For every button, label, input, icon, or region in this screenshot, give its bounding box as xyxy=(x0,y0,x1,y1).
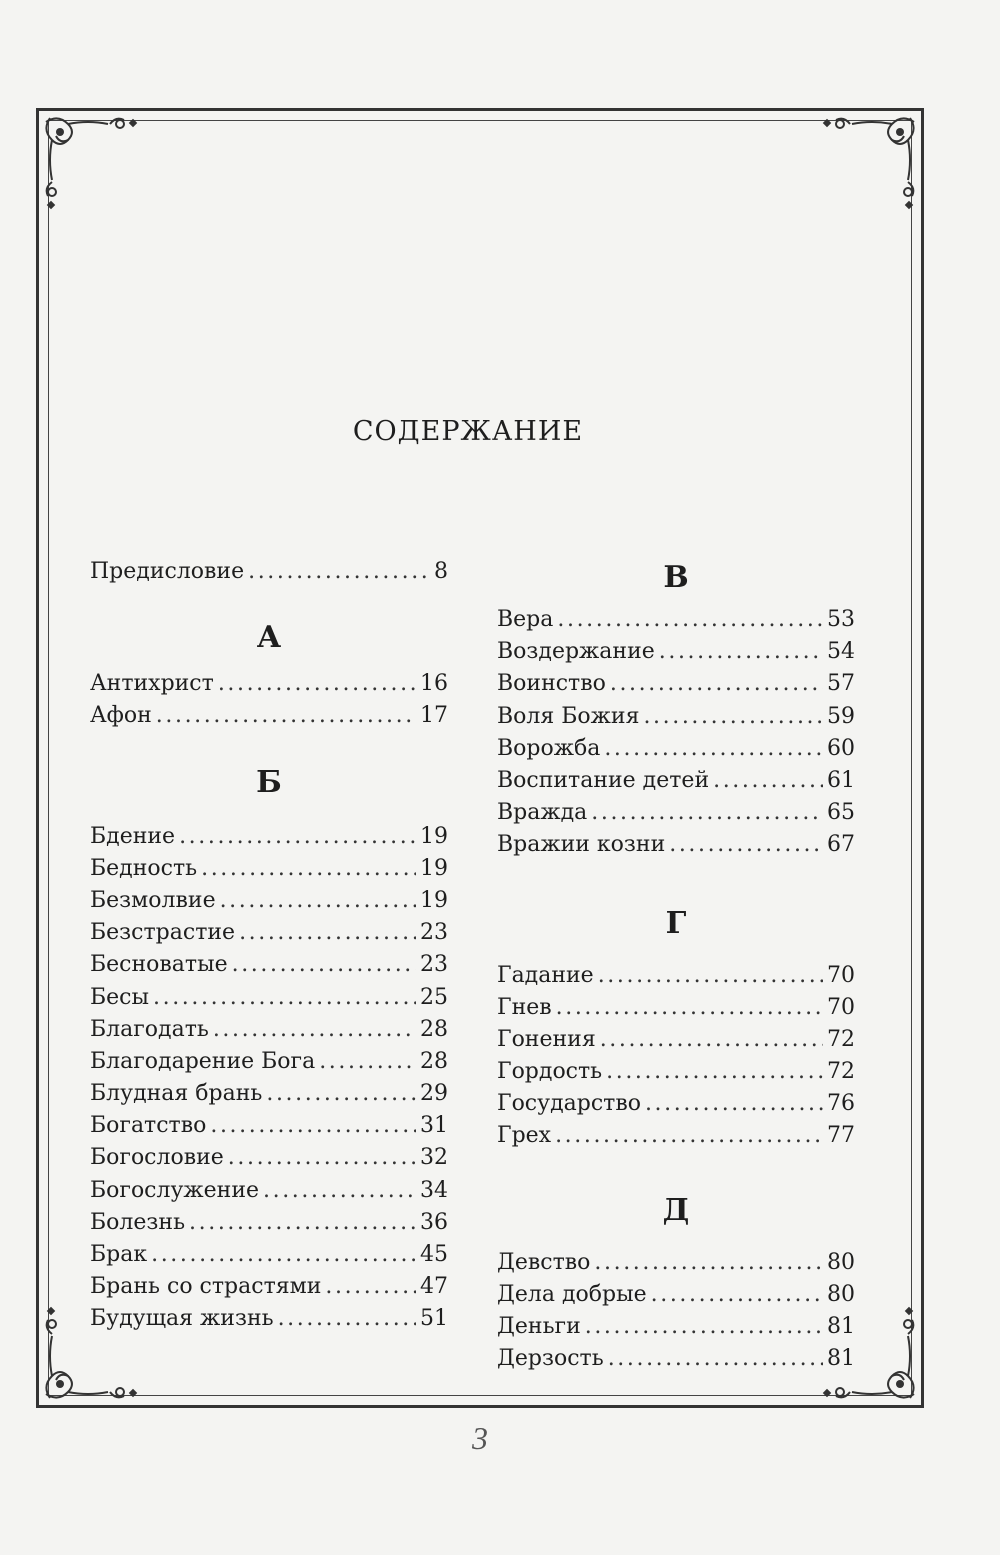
toc-entry-label: Воспитание детей xyxy=(497,767,710,793)
toc-entry-page: 28 xyxy=(420,1016,448,1042)
toc-entry-page: 80 xyxy=(827,1249,855,1275)
section-letter: Г xyxy=(665,905,687,941)
leader-dots xyxy=(606,1056,823,1088)
leader-dots xyxy=(556,992,823,1024)
page-title: СОДЕРЖАНИЕ xyxy=(352,416,584,447)
toc-entry[interactable] xyxy=(497,668,855,700)
toc-entry-page: 8 xyxy=(434,559,448,584)
leader-dots xyxy=(156,700,416,732)
toc-entry[interactable] xyxy=(497,1088,855,1120)
leader-dots xyxy=(278,1303,416,1335)
toc-entry-label: Гадание xyxy=(497,962,594,988)
section-letter: Б xyxy=(256,764,282,800)
toc-entry-label: Предисловие xyxy=(90,559,245,584)
toc-entry-page: 23 xyxy=(420,952,448,978)
leader-dots xyxy=(610,668,823,700)
toc-entry[interactable] xyxy=(90,821,448,853)
toc-entry-page: 47 xyxy=(420,1274,448,1300)
leader-dots xyxy=(239,917,416,949)
toc-entry[interactable] xyxy=(497,604,855,636)
toc-entry-label: Брань со страстями xyxy=(90,1274,322,1300)
toc-entry[interactable] xyxy=(90,1046,448,1078)
toc-entry-label: Вера xyxy=(497,607,554,632)
leader-dots xyxy=(713,765,823,797)
toc-entry-page: 72 xyxy=(827,1059,855,1085)
toc-entry-label: Блудная брань xyxy=(90,1081,263,1107)
toc-entry-page: 51 xyxy=(420,1306,448,1332)
toc-entry[interactable] xyxy=(497,1120,855,1152)
toc-entry-label: Ворожба xyxy=(497,735,601,761)
toc-entry[interactable] xyxy=(497,765,855,797)
toc-entry[interactable] xyxy=(90,1014,448,1046)
toc-entry[interactable] xyxy=(497,733,855,765)
toc-entry-label: Гордость xyxy=(497,1059,603,1085)
toc-entry-label: Девство xyxy=(497,1249,591,1275)
toc-entry-label: Бдение xyxy=(90,823,176,849)
toc-entry-label: Безмолвие xyxy=(90,887,216,913)
toc-entry-page: 19 xyxy=(420,823,448,849)
toc-entry-page: 57 xyxy=(827,671,855,697)
leader-dots xyxy=(201,853,416,885)
toc-entry-page: 72 xyxy=(827,1026,855,1052)
toc-entry[interactable] xyxy=(90,853,448,885)
toc-entry-label: Благодарение Бога xyxy=(90,1048,316,1074)
leader-dots xyxy=(213,1014,416,1046)
toc-entry-label: Дела добрые xyxy=(497,1281,647,1307)
toc-entry[interactable] xyxy=(90,917,448,949)
leader-dots xyxy=(645,1088,823,1120)
leader-dots xyxy=(651,1279,823,1311)
toc-entry-page: 81 xyxy=(827,1314,855,1339)
toc-entry-label: Богатство xyxy=(90,1113,207,1139)
toc-entry[interactable] xyxy=(90,1271,448,1303)
toc-entry-page: 19 xyxy=(420,887,448,913)
leader-dots xyxy=(608,1343,823,1375)
toc-entry-page: 23 xyxy=(420,920,448,946)
toc-entry[interactable] xyxy=(497,636,855,668)
toc-entry[interactable] xyxy=(497,1343,855,1375)
toc-entry-page: 65 xyxy=(827,800,855,826)
leader-dots xyxy=(669,829,823,861)
toc-entry-label: Воля Божия xyxy=(497,703,640,729)
toc-entry-label: Бесноватые xyxy=(90,952,228,978)
toc-entry-label: Вражда xyxy=(497,800,588,826)
toc-entry-label: Бесы xyxy=(90,984,150,1010)
toc-entry[interactable] xyxy=(90,556,448,588)
section-letter: Д xyxy=(662,1192,690,1228)
toc-entry-label: Болезнь xyxy=(90,1209,186,1235)
leader-dots xyxy=(557,604,823,636)
toc-entry[interactable] xyxy=(497,701,855,733)
section-letter: В xyxy=(663,560,689,595)
toc-entry-label: Воинство xyxy=(497,671,606,697)
toc-entry[interactable] xyxy=(90,1207,448,1239)
toc-entry-page: 80 xyxy=(827,1281,855,1307)
toc-entry-label: Бедность xyxy=(90,855,198,881)
toc-entry[interactable] xyxy=(90,1175,448,1207)
toc-entry[interactable] xyxy=(497,1247,855,1279)
toc-entry-page: 59 xyxy=(827,703,855,729)
leader-dots xyxy=(659,636,823,668)
leader-dots xyxy=(643,701,823,733)
leader-dots xyxy=(232,949,416,981)
toc-entry[interactable] xyxy=(497,960,855,992)
toc-entry[interactable] xyxy=(90,668,448,700)
toc-entry-page: 76 xyxy=(827,1091,855,1117)
toc-entry-page: 67 xyxy=(827,832,855,858)
leader-dots xyxy=(189,1207,416,1239)
toc-entry[interactable] xyxy=(497,992,855,1024)
leader-dots xyxy=(248,556,430,588)
toc-entry-page: 19 xyxy=(420,855,448,881)
leader-dots xyxy=(153,982,416,1014)
leader-dots xyxy=(210,1110,416,1142)
toc-entry-page: 81 xyxy=(827,1346,855,1372)
toc-entry-page: 31 xyxy=(420,1113,448,1139)
toc-entry-page: 17 xyxy=(420,703,448,729)
toc-entry-label: Дерзость xyxy=(497,1346,604,1372)
toc-entry[interactable] xyxy=(497,1311,855,1343)
toc-entry-label: Вражии козни xyxy=(497,832,666,858)
leader-dots xyxy=(598,960,823,992)
toc-entry-page: 61 xyxy=(827,767,855,793)
toc-entry-label: Безстрастие xyxy=(90,920,236,946)
leader-dots xyxy=(585,1311,823,1343)
toc-entry-label: Грех xyxy=(497,1123,552,1149)
toc-entry-page: 34 xyxy=(420,1177,448,1203)
toc-entry-label: Брак xyxy=(90,1242,148,1267)
toc-entry-page: 36 xyxy=(420,1209,448,1235)
toc-left-column xyxy=(90,556,448,1336)
toc-entry-page: 70 xyxy=(827,962,855,988)
toc-entry-label: Гнев xyxy=(497,994,552,1020)
toc-entry-page: 25 xyxy=(420,984,448,1010)
toc-entry-label: Богослужение xyxy=(90,1177,260,1203)
toc-entry-label: Государство xyxy=(497,1091,641,1117)
toc-entry[interactable] xyxy=(497,797,855,829)
leader-dots xyxy=(604,733,823,765)
corner-ornament-icon xyxy=(38,110,148,220)
leader-dots xyxy=(325,1271,416,1303)
page-number: 3 xyxy=(472,1420,488,1456)
toc-entry[interactable] xyxy=(90,949,448,981)
toc-entry-page: 32 xyxy=(420,1145,448,1171)
toc-entry[interactable] xyxy=(497,1056,855,1088)
toc-entry-page: 70 xyxy=(827,994,855,1020)
leader-dots xyxy=(179,821,416,853)
toc-entry[interactable] xyxy=(497,829,855,861)
toc-entry-page: 28 xyxy=(420,1048,448,1074)
leader-dots xyxy=(591,797,823,829)
toc-entry[interactable] xyxy=(90,885,448,917)
section-letter: А xyxy=(256,620,282,656)
toc-entry-label: Антихрист xyxy=(90,671,214,697)
toc-entry-label: Будущая жизнь xyxy=(90,1306,274,1332)
leader-dots xyxy=(228,1142,416,1174)
toc-entry[interactable] xyxy=(497,1024,855,1056)
toc-entry-page: 54 xyxy=(827,639,855,665)
toc-entry[interactable] xyxy=(90,1078,448,1110)
corner-ornament-icon xyxy=(812,110,922,220)
toc-entry-page: 53 xyxy=(827,607,855,632)
toc-entry-page: 29 xyxy=(420,1081,448,1107)
toc-entry[interactable] xyxy=(90,1110,448,1142)
toc-entry-page: 45 xyxy=(420,1242,448,1267)
toc-entry[interactable] xyxy=(90,1303,448,1335)
toc-entry-label: Гонения xyxy=(497,1026,596,1052)
toc-entry-label: Богословие xyxy=(90,1145,224,1171)
toc-entry[interactable] xyxy=(90,982,448,1014)
toc-entry[interactable] xyxy=(90,1142,448,1174)
leader-dots xyxy=(594,1247,823,1279)
toc-entry-page: 60 xyxy=(827,735,855,761)
toc-entry-page: 77 xyxy=(827,1123,855,1149)
toc-entry-label: Благодать xyxy=(90,1016,209,1042)
toc-entry-label: Афон xyxy=(90,703,152,729)
toc-entry[interactable] xyxy=(497,1279,855,1311)
toc-entry-label: Деньги xyxy=(497,1314,581,1339)
toc-entry-page: 16 xyxy=(420,671,448,697)
toc-entry-label: Воздержание xyxy=(497,639,655,665)
leader-dots xyxy=(263,1175,416,1207)
leader-dots xyxy=(266,1078,416,1110)
leader-dots xyxy=(600,1024,823,1056)
leader-dots xyxy=(220,885,416,917)
leader-dots xyxy=(319,1046,416,1078)
toc-entry[interactable] xyxy=(90,1239,448,1271)
toc-right-column xyxy=(497,556,855,1375)
leader-dots xyxy=(151,1239,416,1271)
leader-dots xyxy=(218,668,416,700)
toc-entry[interactable] xyxy=(90,700,448,732)
leader-dots xyxy=(555,1120,823,1152)
